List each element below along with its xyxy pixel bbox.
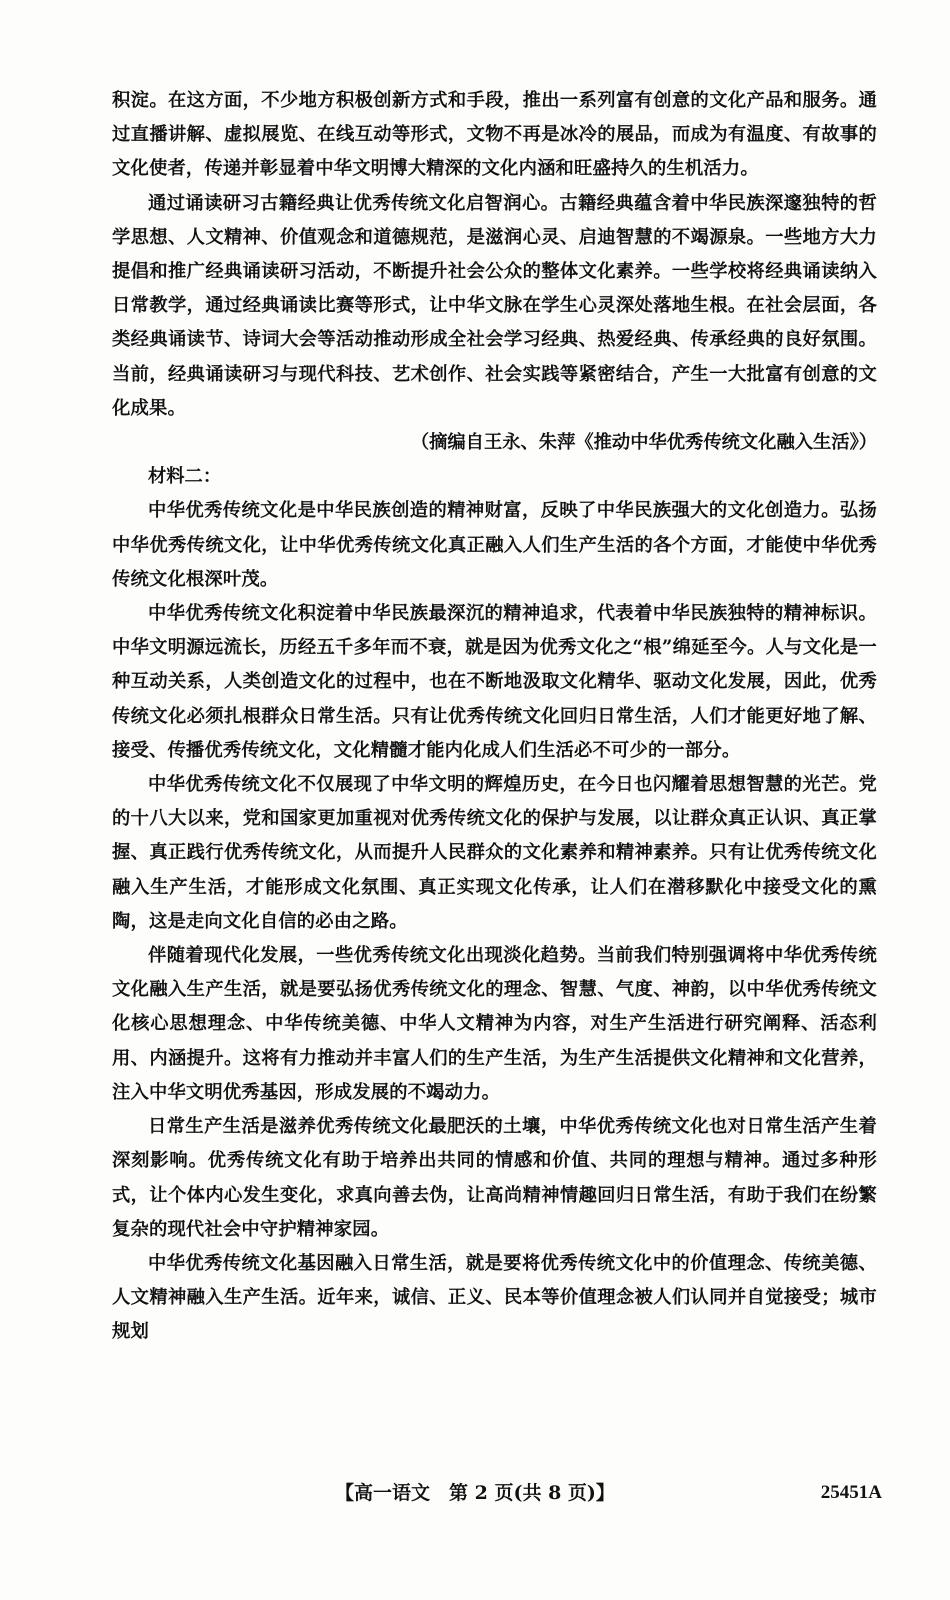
page-footer-title: 【高一语文 第 2 页(共 8 页)】 bbox=[335, 1482, 615, 1504]
material-two-heading: 材料二： bbox=[148, 466, 222, 488]
paragraph-material2-1: 中华优秀传统文化是中华民族创造的精神财富，反映了中华民族强大的文化创造力。弘扬中华优秀传统文化，让中华优秀传统文化真正融入人们生产生活的各个方面，才能使中华优秀传统文化根深叶茂。 bbox=[112, 500, 877, 590]
paragraph-material1-continued: 积淀。在这方面，不少地方积极创新方式和手段，推出一系列富有创意的文化产品和服务。通过直播讲解、虚拟展览、在线互动等形式，文物不再是冰冷的展品，而成为有温度、有故事的文化使者，传递并彰显着中华文明博大精深的文化内涵和旺盛持久的生机活力。 bbox=[112, 90, 877, 180]
paragraph-material2-2: 中华优秀传统文化积淀着中华民族最深沉的精神追求，代表着中华民族独特的精神标识。中华文明源远流长，历经五千多年而不衰，就是因为优秀文化之“根”绵延至今。人与文化是一种互动关系，人类创造文化的过程中，也在不断地汲取文化精华、驱动文化发展，因此，优秀传统文化必须扎根群众日常生活。只有让优秀传统文化回归日常生活，人们才能更好地了解、接受、传播优秀传统文化，文化精髓才能内化成人们生活必不可少的一部分。 bbox=[112, 603, 877, 761]
paragraph-material2-5: 日常生产生活是滋养优秀传统文化最肥沃的土壤，中华优秀传统文化也对日常生活产生着深刻影响。优秀传统文化有助于培养出共同的情感和价值、共同的理想与精神。通过多种形式，让个体内心发生变化，求真向善去伪，让高尚精神情趣回归日常生活，有助于我们在纷繁复杂的现代社会中守护精神家园。 bbox=[112, 1116, 877, 1240]
paragraph-classics-reading: 通过诵读研习古籍经典让优秀传统文化启智润心。古籍经典蕴含着中华民族深邃独特的哲学思想、人文精神、价值观念和道德规范，是滋润心灵、启迪智慧的不竭源泉。一些地方大力提倡和推广经典诵读研习活动，不断提升社会公众的整体文化素养。一些学校将经典诵读纳入日常教学，通过经典诵读比赛等形式，让中华文脉在学生心灵深处落地生根。在社会层面，各类经典诵读节、诗词大会等活动推动形成全社会学习经典、热爱经典、传承经典的良好氛围。当前，经典诵读研习与现代科技、艺术创作、社会实践等紧密结合，产生一大批富有创意的文化成果。 bbox=[112, 192, 877, 419]
document-body bbox=[112, 84, 877, 1350]
paragraph-material2-4: 伴随着现代化发展，一些优秀传统文化出现淡化趋势。当前我们特别强调将中华优秀传统文化融入生产生活，就是要弘扬优秀传统文化的理念、智慧、气度、神韵，以中华优秀传统文化核心思想理念、中华传统美德、中华人文精神为内容，对生产生活进行研究阐释、活态利用、内涵提升。这将有力推动并丰富人们的生产生活，为生产生活提供文化精神和文化营养，注入中华文明优秀基因，形成发展的不竭动力。 bbox=[112, 945, 877, 1103]
paragraph-material2-3: 中华优秀传统文化不仅展现了中华文明的辉煌历史，在今日也闪耀着思想智慧的光芒。党的十八大以来，党和国家更加重视对优秀传统文化的保护与发展，以让群众真正认识、真正掌握、真正践行优秀传统文化，从而提升人民群众的文化素养和精神素养。只有让优秀传统文化融入生产生活，才能形成文化氛围、真正实现文化传承，让人们在潜移默化中接受文化的熏陶，这是走向文化自信的必由之路。 bbox=[112, 774, 877, 932]
page-footer-code: 25451A bbox=[820, 1482, 882, 1503]
paragraph-material2-6: 中华优秀传统文化基因融入日常生活，就是要将优秀传统文化中的价值理念、传统美德、人文精神融入生产生活。近年来，诚信、正义、民本等价值理念被人们认同并自觉接受；城市规划 bbox=[112, 1252, 877, 1343]
source-citation: （摘编自王永、朱萍《推动中华优秀传统文化融入生活》） bbox=[410, 432, 877, 454]
